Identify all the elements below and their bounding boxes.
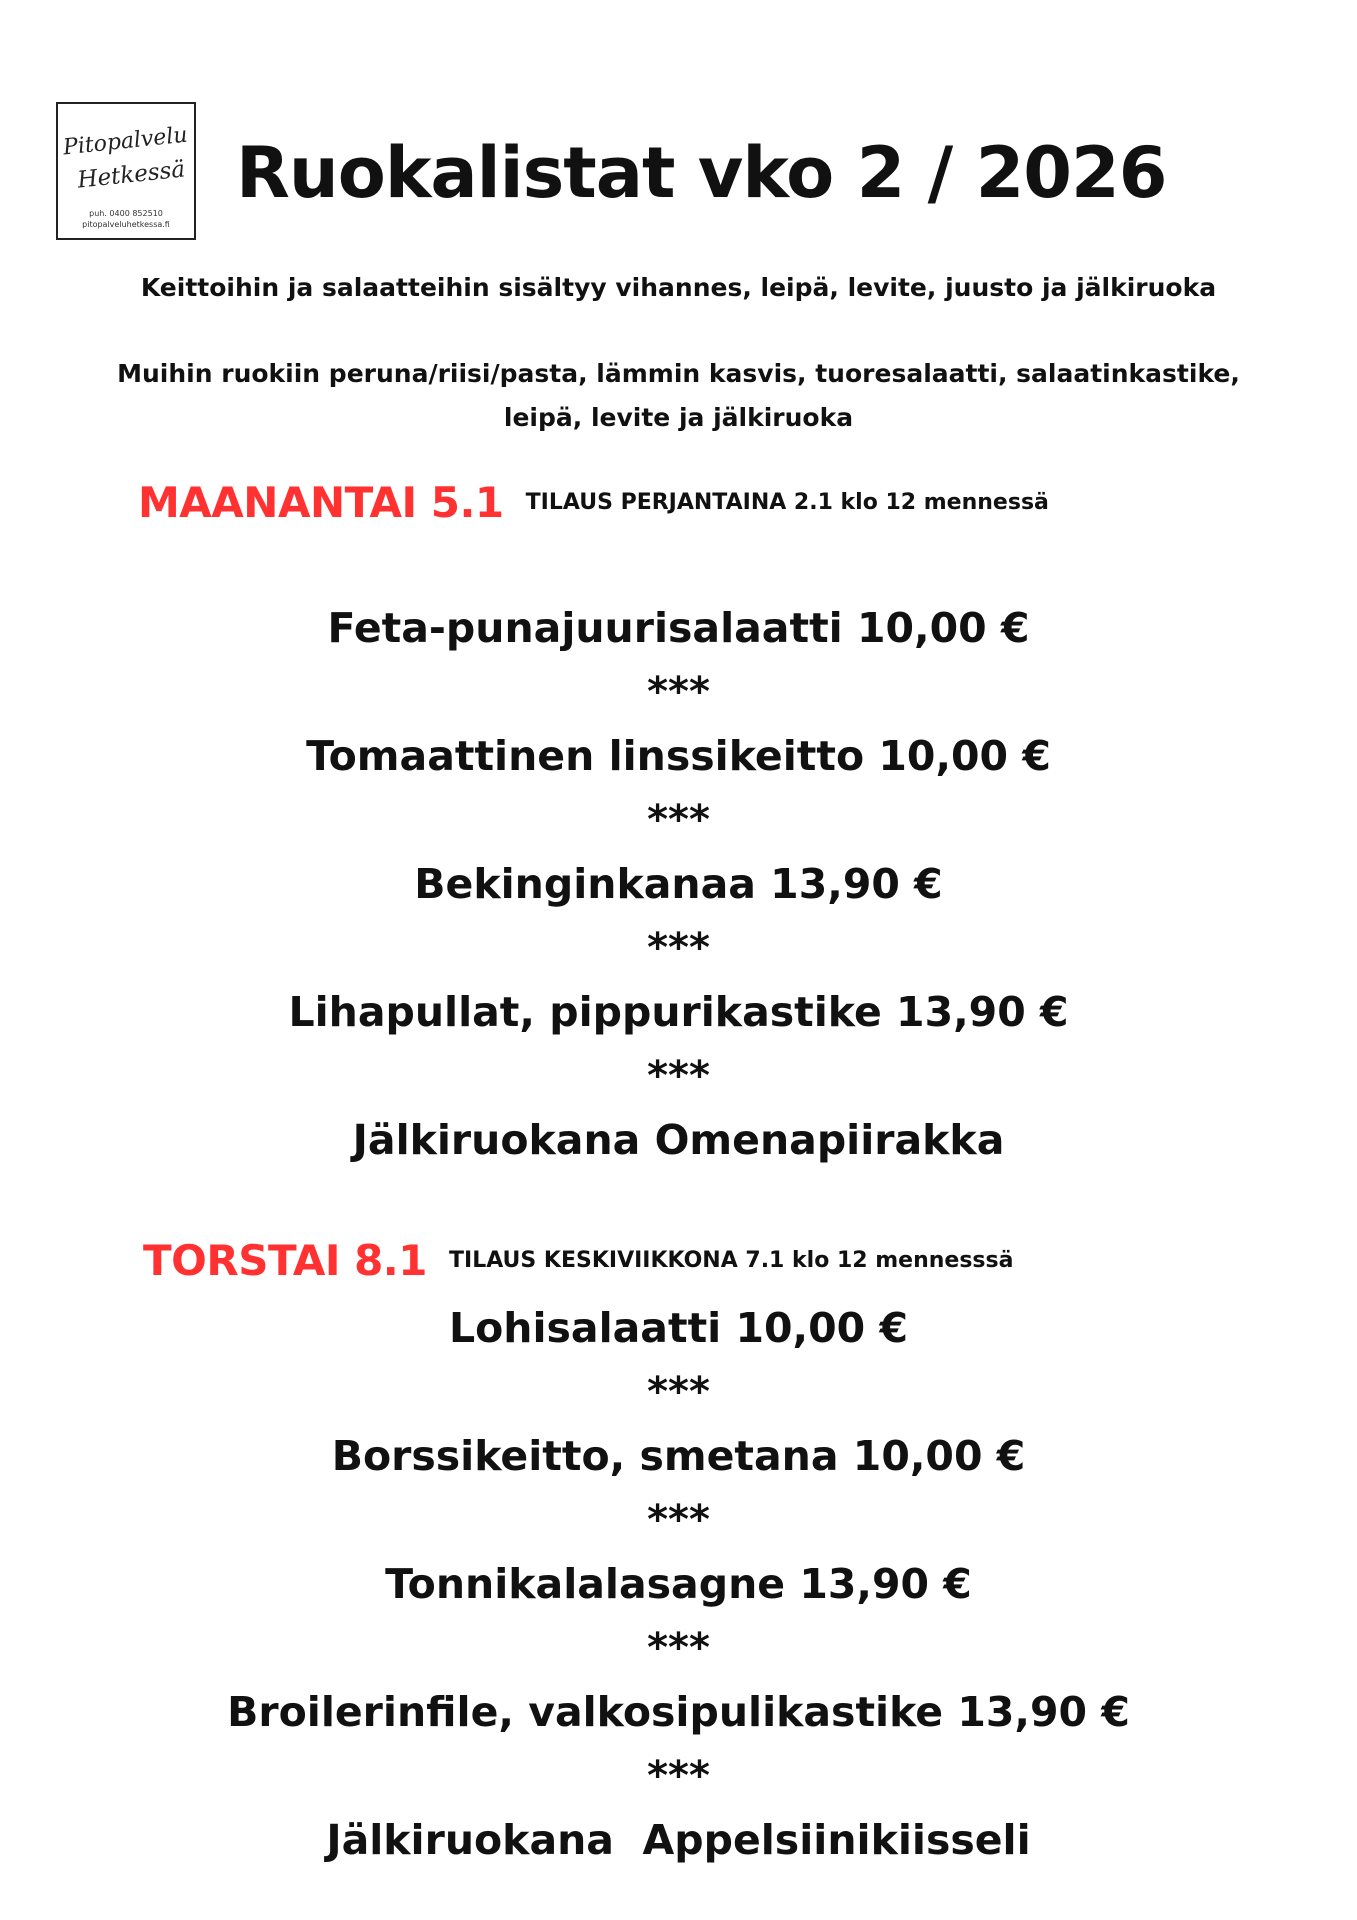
menu-item: Bekinginkanaa 13,90 € bbox=[414, 860, 943, 908]
info-block-2 bbox=[0, 352, 1357, 440]
info-line-1: Keittoihin ja salaatteihin sisältyy vihannes, leipä, levite, juusto ja jälkiruoka bbox=[140, 273, 1217, 302]
menu-list-monday bbox=[0, 596, 1357, 1172]
menu-item: Tonnikalalasagne 13,90 € bbox=[385, 1560, 972, 1608]
menu-separator: *** bbox=[647, 1753, 710, 1799]
menu-item: Tomaattinen linssikeitto 10,00 € bbox=[306, 732, 1051, 780]
day-heading-thursday bbox=[143, 1236, 1013, 1285]
info-block-1 bbox=[0, 266, 1357, 310]
logo-line1: Pitopalvelu bbox=[61, 122, 189, 161]
menu-item: Broilerinfile, valkosipulikastike 13,90 € bbox=[227, 1688, 1130, 1736]
logo-phone: puh. 0400 852510 bbox=[89, 209, 163, 218]
menu-item: Feta-punajuurisalaatti 10,00 € bbox=[327, 604, 1030, 652]
page-title: Ruokalistat vko 2 / 2026 bbox=[236, 132, 1167, 214]
menu-item: Jälkiruokana Omenapiirakka bbox=[352, 1116, 1005, 1164]
day-name: MAANANTAI 5.1 bbox=[138, 478, 504, 527]
menu-item: Jälkiruokana Appelsiinikiisseli bbox=[326, 1816, 1031, 1864]
day-heading-monday bbox=[138, 478, 1049, 527]
menu-item: Borssikeitto, smetana 10,00 € bbox=[331, 1432, 1026, 1480]
menu-item: Lihapullat, pippurikastike 13,90 € bbox=[288, 988, 1069, 1036]
menu-item: Lohisalaatti 10,00 € bbox=[448, 1304, 908, 1352]
menu-separator: *** bbox=[647, 925, 710, 971]
order-deadline-note: TILAUS PERJANTAINA 2.1 klo 12 mennessä bbox=[525, 490, 1049, 515]
menu-separator: *** bbox=[647, 669, 710, 715]
menu-separator: *** bbox=[647, 1497, 710, 1543]
order-deadline-note: TILAUS KESKIVIIKKONA 7.1 klo 12 mennesssä bbox=[449, 1248, 1014, 1273]
menu-separator: *** bbox=[647, 1625, 710, 1671]
logo-graphic bbox=[58, 104, 194, 238]
menu-separator: *** bbox=[647, 1053, 710, 1099]
info-line-3: leipä, levite ja jälkiruoka bbox=[503, 402, 854, 432]
menu-separator: *** bbox=[647, 797, 710, 843]
logo-web: pitopalveluhetkessa.fi bbox=[82, 220, 170, 229]
company-logo bbox=[56, 102, 196, 240]
info-line-2: Muihin ruokiin peruna/riisi/pasta, lämmin kasvis, tuoresalaatti, salaatinkastike, bbox=[117, 359, 1240, 388]
menu-separator: *** bbox=[647, 1369, 710, 1415]
logo-line2: Hetkessä bbox=[76, 156, 187, 194]
menu-list-thursday bbox=[0, 1296, 1357, 1872]
day-name: TORSTAI 8.1 bbox=[143, 1236, 427, 1285]
